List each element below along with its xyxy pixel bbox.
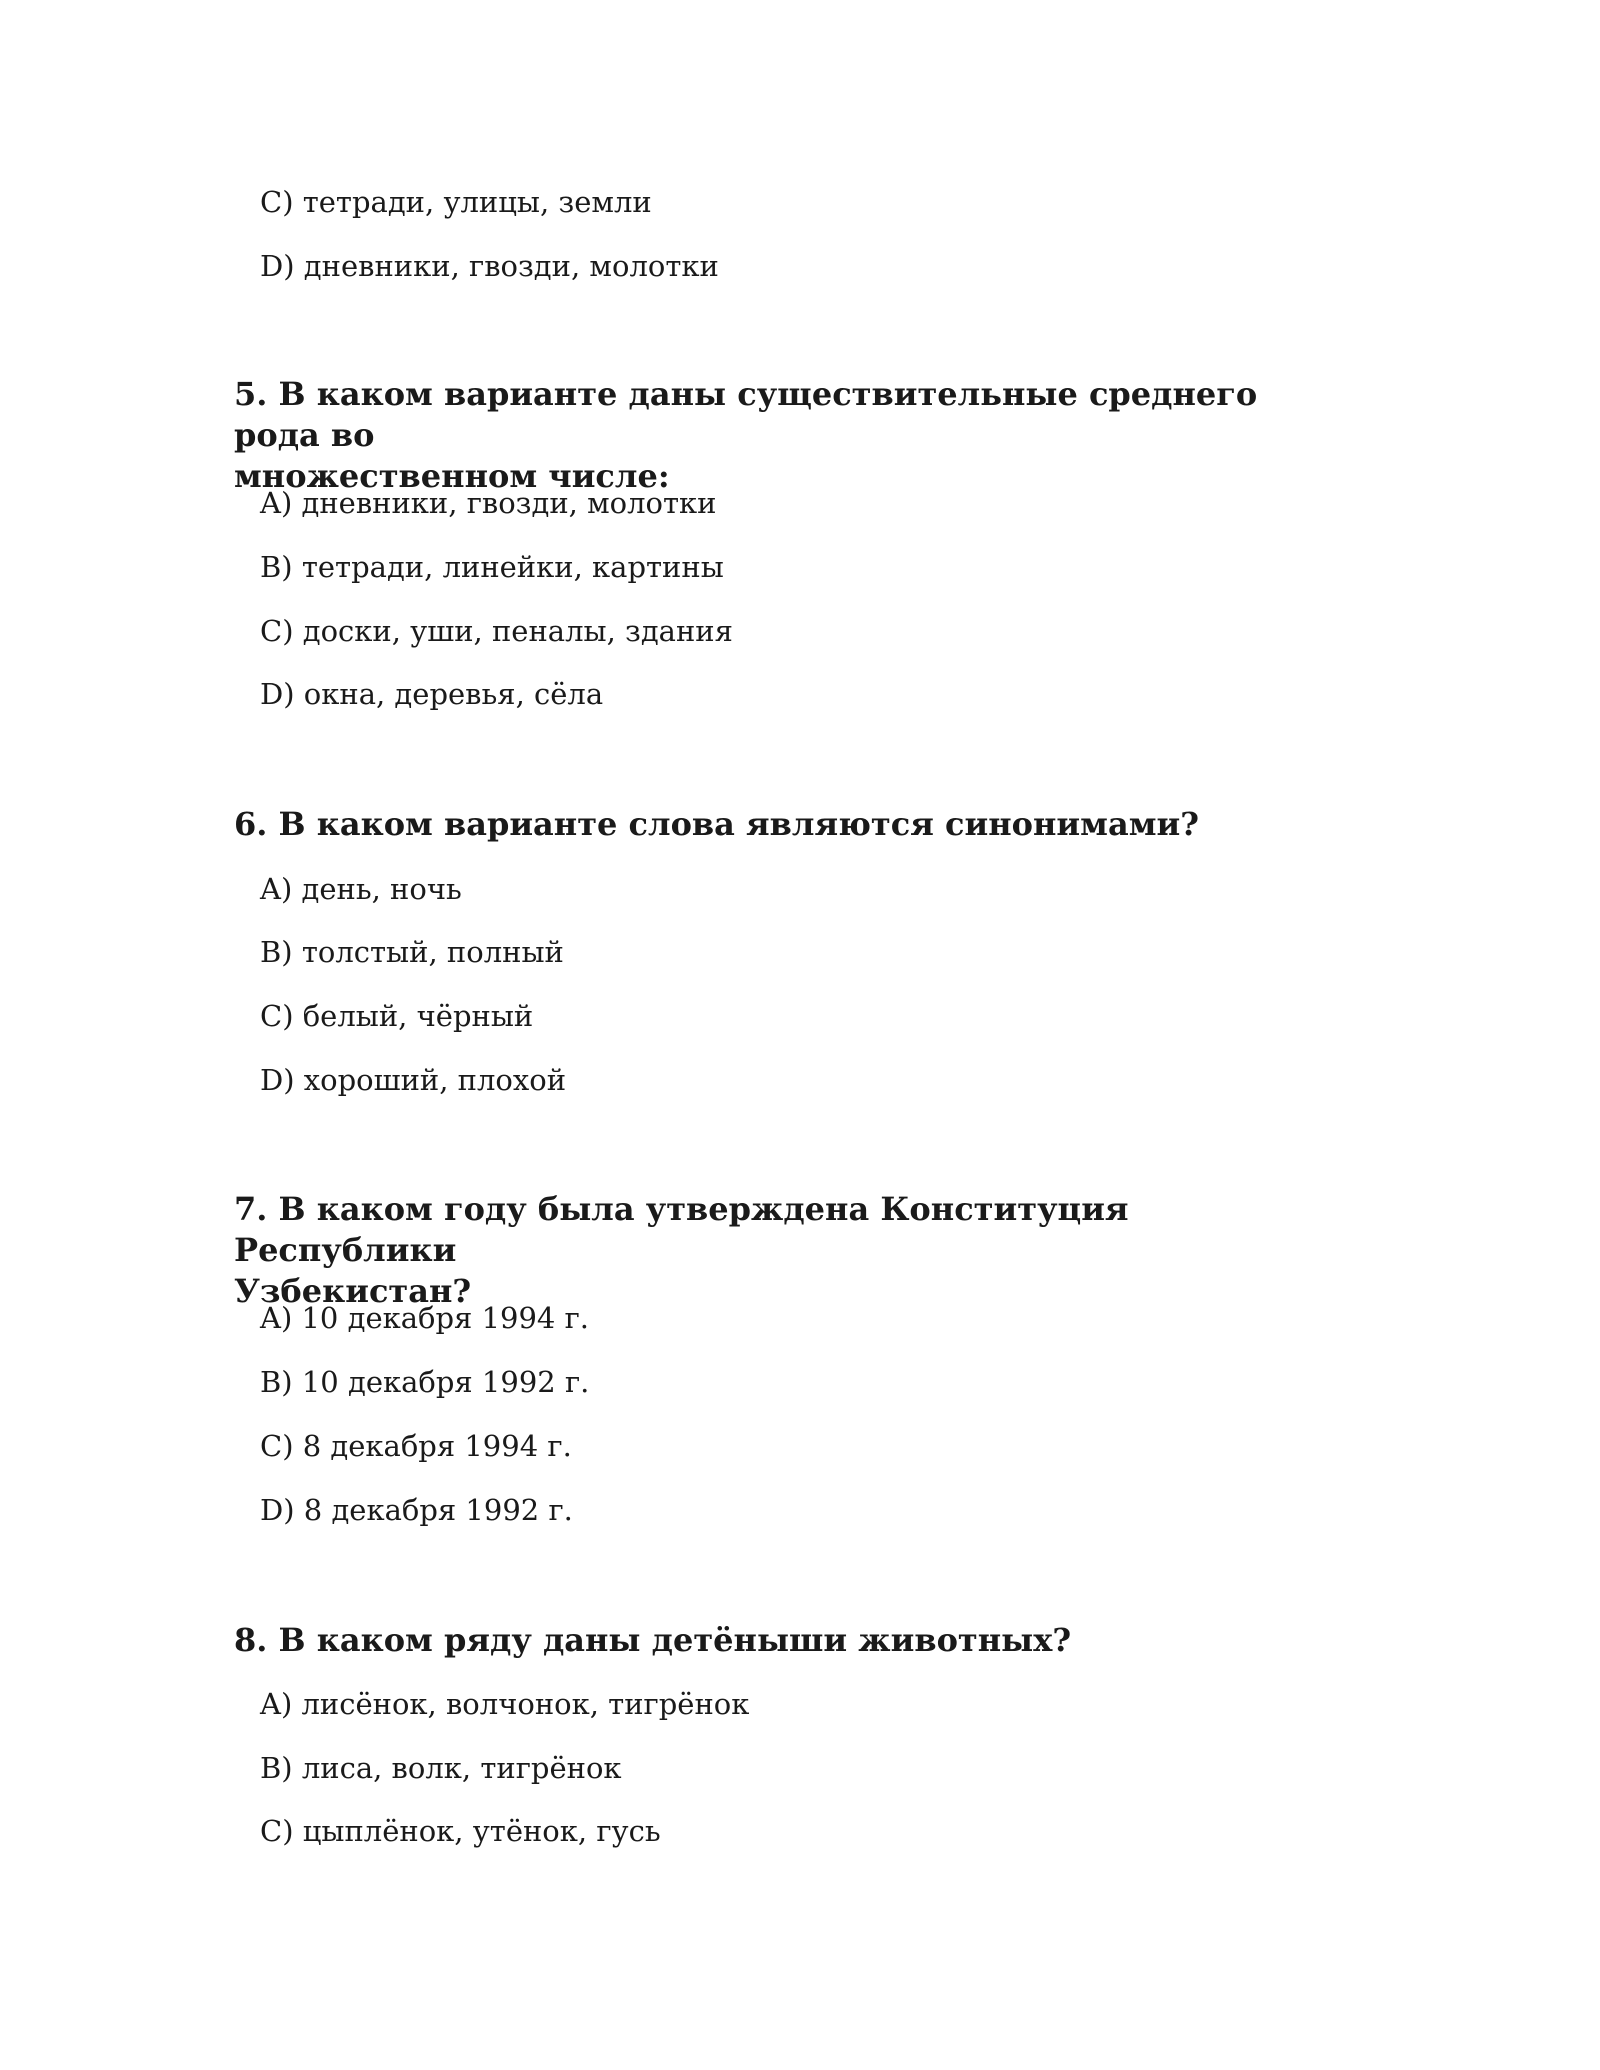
question-8-title (234, 1620, 1354, 1661)
question-5-answer-d: D) окна, деревья, сёла (260, 677, 604, 711)
question-7-title (234, 1189, 1354, 1312)
question-8-line-1: 8. В каком ряду даны детёныши животных? (234, 1621, 1072, 1659)
question-6-title (234, 804, 1354, 845)
question-8-answer-b: B) лиса, волк, тигрёнок (260, 1751, 622, 1785)
question-5-answer-c: C) доски, уши, пеналы, здания (260, 614, 733, 648)
answer-option-c: C) тетради, улицы, земли (260, 185, 652, 219)
question-5-line-1: 5. В каком варианте даны существительные среднего рода во (234, 375, 1258, 454)
question-6-answer-c: C) белый, чёрный (260, 999, 534, 1033)
question-5-title (234, 374, 1354, 497)
question-7-line-1: 7. В каком году была утверждена Конституция Республики (234, 1190, 1129, 1269)
question-8-answer-a: A) лисёнок, волчонок, тигрёнок (260, 1687, 750, 1721)
question-7-line-2: Узбекистан? (234, 1272, 472, 1310)
question-7-answer-c: C) 8 декабря 1994 г. (260, 1429, 572, 1463)
question-5-line-2: множественном числе: (234, 457, 670, 495)
question-6-answer-b: B) толстый, полный (260, 935, 564, 969)
question-7-answer-d: D) 8 декабря 1992 г. (260, 1493, 573, 1527)
answer-option-d: D) дневники, гвозди, молотки (260, 249, 719, 283)
question-7-answer-b: B) 10 декабря 1992 г. (260, 1365, 590, 1399)
question-6-answer-a: A) день, ночь (260, 872, 462, 906)
question-5-answer-b: B) тетради, линейки, картины (260, 550, 724, 584)
question-8-answer-c: C) цыплёнок, утёнок, гусь (260, 1814, 661, 1848)
question-6-line-1: 6. В каком варианте слова являются синонимами? (234, 805, 1199, 843)
question-6-answer-d: D) хороший, плохой (260, 1063, 567, 1097)
question-7-answer-a: A) 10 декабря 1994 г. (260, 1301, 589, 1335)
question-5-answer-a: A) дневники, гвозди, молотки (260, 486, 717, 520)
